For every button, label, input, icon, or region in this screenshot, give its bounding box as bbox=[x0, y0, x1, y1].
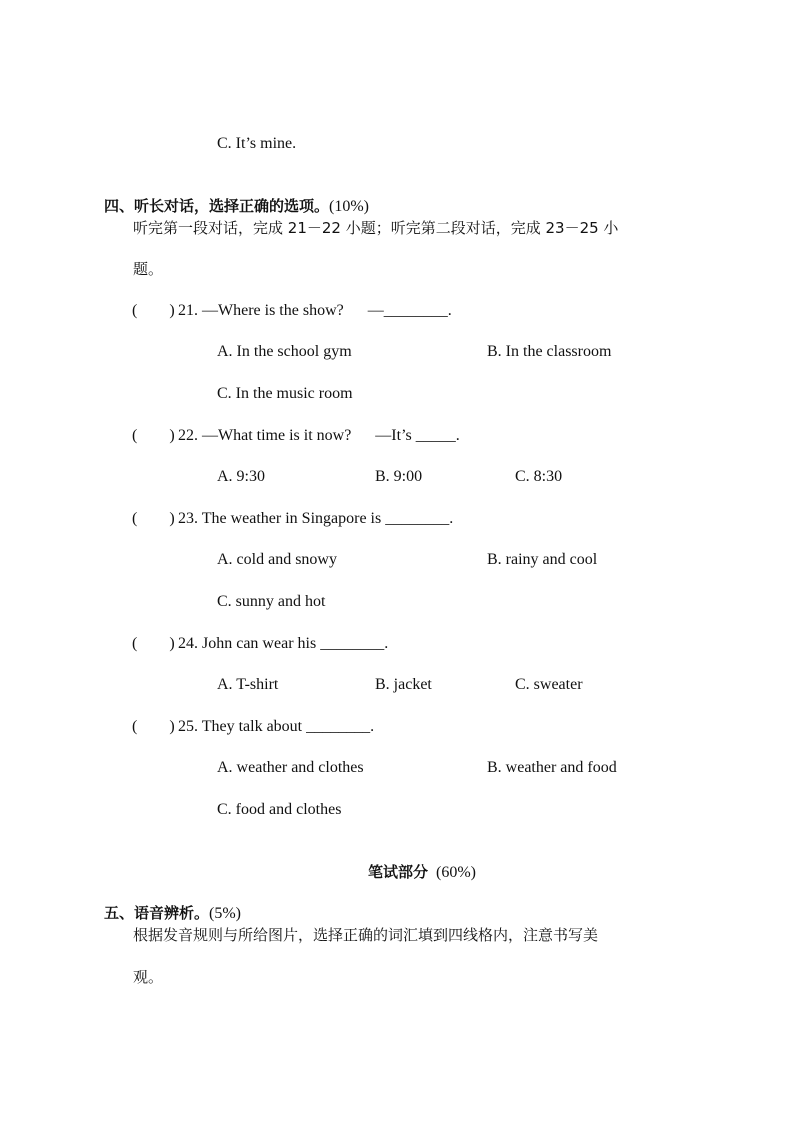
q22-option-b: B. 9:00 bbox=[375, 468, 423, 485]
q24-option-b: B. jacket bbox=[375, 676, 432, 693]
question-24-stem: 24. John can wear his ________. bbox=[178, 635, 389, 652]
answer-blank-21[interactable]: ( ) bbox=[132, 302, 175, 319]
q24-option-a: A. T-shirt bbox=[217, 676, 279, 693]
section5-heading-text: 五、语音辨析。 bbox=[104, 904, 210, 922]
q21-option-a: A. In the school gym bbox=[217, 343, 352, 360]
section4-score: (10%) bbox=[329, 198, 369, 215]
question-25-stem: 25. They talk about ________. bbox=[178, 718, 375, 735]
q22-option-a: A. 9:30 bbox=[217, 468, 265, 485]
q25-option-a: A. weather and clothes bbox=[217, 759, 364, 776]
written-part-score: (60%) bbox=[436, 864, 476, 881]
q25-option-b: B. weather and food bbox=[487, 759, 617, 776]
answer-blank-22[interactable]: ( ) bbox=[132, 427, 175, 444]
question-22-stem: 22. —What time is it now? —It’s _____. bbox=[178, 427, 460, 444]
q23-option-b: B. rainy and cool bbox=[487, 551, 598, 568]
q23-option-c: C. sunny and hot bbox=[217, 593, 326, 610]
section5-instruction-line1: 根据发音规则与所给图片，选择正确的词汇填到四线格内，注意书写美 bbox=[133, 926, 599, 944]
section5-heading bbox=[96, 883, 241, 924]
written-part-title bbox=[360, 842, 476, 883]
answer-blank-25[interactable]: ( ) bbox=[132, 718, 175, 735]
q22-option-c: C. 8:30 bbox=[515, 468, 563, 485]
section4-instruction-line1: 听完第一段对话，完成 21－22 小题；听完第二段对话，完成 23－25 小 bbox=[133, 219, 619, 237]
question-21-stem: 21. —Where is the show? —________. bbox=[178, 302, 452, 319]
q23-option-a: A. cold and snowy bbox=[217, 551, 337, 568]
section5-instruction-line2: 观。 bbox=[133, 968, 164, 986]
question-23-stem: 23. The weather in Singapore is ________. bbox=[178, 510, 454, 527]
written-part-title-text: 笔试部分 bbox=[368, 863, 429, 881]
section4-heading bbox=[96, 176, 369, 217]
answer-blank-24[interactable]: ( ) bbox=[132, 635, 175, 652]
section4-instruction-line2: 题。 bbox=[133, 260, 164, 278]
option-top-c: C. It’s mine. bbox=[217, 135, 297, 152]
q24-option-c: C. sweater bbox=[515, 676, 583, 693]
section4-heading-text: 四、听长对话，选择正确的选项。 bbox=[104, 197, 330, 215]
q21-option-b: B. In the classroom bbox=[487, 343, 612, 360]
q21-option-c: C. In the music room bbox=[217, 385, 353, 402]
q25-option-c: C. food and clothes bbox=[217, 801, 342, 818]
section5-score: (5%) bbox=[209, 905, 241, 922]
answer-blank-23[interactable]: ( ) bbox=[132, 510, 175, 527]
